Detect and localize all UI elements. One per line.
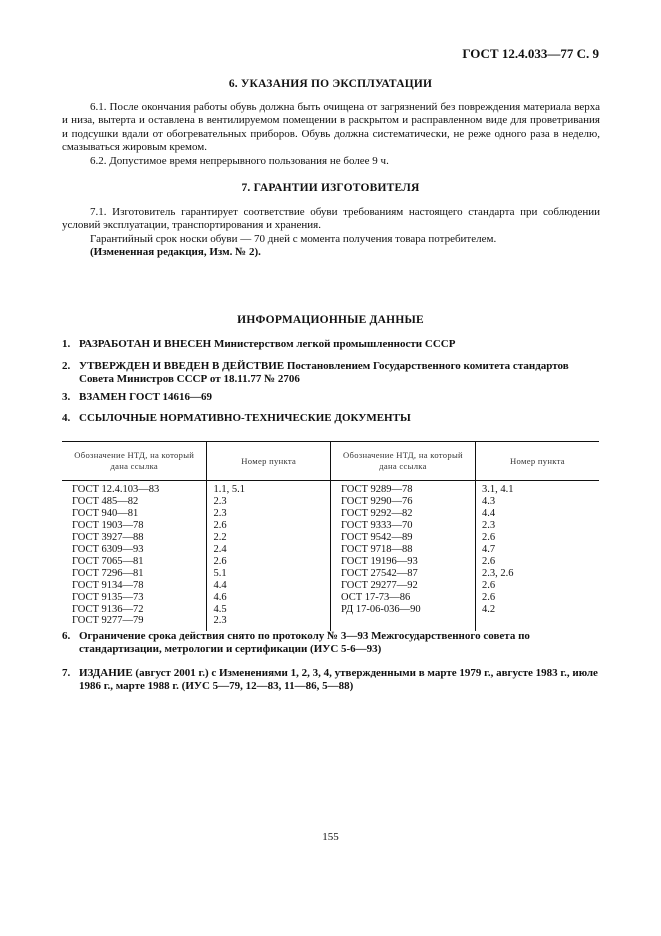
table-cell-codes-right — [330, 481, 475, 632]
paragraph-6-2: 6.2. Допустимое время непрерывного пользования не более 9 ч. — [90, 154, 389, 167]
info-title: ИНФОРМАЦИОННЫЕ ДАННЫЕ — [237, 314, 424, 326]
cell-text: 3.1, 4.1 4.3 4.4 2.3 2.6 4.7 2.6 2.3, 2.6 2.6 2.6 4.2 — [481, 484, 514, 615]
paragraph-6-1: 6.1. После окончания работы обувь должна быть очищена от загрязнений без повреждения материала верха и низа, вытерта и оставлена в вентилируемом помещении в раскрытом и расправленном виде для проветривания и подсушки вдали от обогревательных приборов. Обувь должна систематически, не реже одного раза в неделю, смазываться жировым кремом. — [62, 101, 600, 154]
info-item-7 — [62, 667, 602, 694]
section-6-title: 6. УКАЗАНИЯ ПО ЭКСПЛУАТАЦИИ — [228, 78, 433, 90]
info-item-text: ИЗДАНИЕ (август 2001 г.) с Изменениями 1, 2, 3, 4, утвержденными в марте 1979 г., августе 1983 г., июле 1986 г., марте 1988 г. (ИУС 5—79, 12—83, 11—86, 5—88) — [79, 667, 598, 693]
info-item-text: ССЫЛОЧНЫЕ НОРМАТИВНО-ТЕХНИЧЕСКИЕ ДОКУМЕНТЫ — [79, 412, 411, 424]
info-item-2 — [62, 360, 602, 387]
cell-text: ГОСТ 12.4.103—83 ГОСТ 485—82 ГОСТ 940—81 ГОСТ 1903—78 ГОСТ 3927—88 ГОСТ 6309—93 ГОСТ 7065—81 ГОСТ 7296—81 ГОСТ 9134—78 ГОСТ 9135—73 ГОСТ 9136—72 ГОСТ 9277—79 — [72, 484, 160, 627]
info-item-number: 6. — [62, 630, 71, 642]
info-item-number: 2. — [62, 360, 71, 372]
header-ntd-designation: Обозначение НТД, на который дана ссылка — [330, 442, 475, 481]
info-item-3 — [62, 391, 602, 404]
warranty-period: Гарантийный срок носки обуви — 70 дней с момента получения товара потребителем. — [90, 232, 497, 245]
section-7-title: 7. ГАРАНТИИ ИЗГОТОВИТЕЛЯ — [241, 182, 420, 194]
info-item-number: 4. — [62, 412, 71, 424]
info-item-text: РАЗРАБОТАН И ВНЕСЕН Министерством легкой промышленности СССР — [79, 338, 456, 350]
table-cell-clauses-left — [207, 481, 331, 632]
info-item-number: 1. — [62, 338, 71, 350]
header-clause-number: Номер пункта — [475, 442, 599, 481]
table-row — [62, 481, 599, 632]
page-header: ГОСТ 12.4.033—77 С. 9 — [462, 46, 599, 61]
table-cell-clauses-right — [475, 481, 599, 632]
info-item-1 — [62, 338, 602, 351]
section-6-body — [62, 101, 600, 168]
amendment-note: (Измененная редакция, Изм. № 2). — [90, 246, 261, 259]
header-ntd-designation: Обозначение НТД, на который дана ссылка — [62, 442, 207, 481]
cell-text: ГОСТ 9289—78 ГОСТ 9290—76 ГОСТ 9292—82 ГОСТ 9333—70 ГОСТ 9542—89 ГОСТ 9718—88 ГОСТ 19196—93 ГОСТ 27542—87 ГОСТ 29277—92 ОСТ 17-73—86 РД 17-06-036—90 — [340, 484, 421, 615]
page-number: 155 — [322, 831, 339, 843]
cell-text: 1.1, 5.1 2.3 2.3 2.6 2.2 2.4 2.6 5.1 4.4 4.6 4.5 2.3 — [213, 484, 245, 627]
info-item-text: ВЗАМЕН ГОСТ 14616—69 — [79, 391, 213, 403]
references-table — [62, 441, 599, 631]
header-clause-number: Номер пункта — [207, 442, 331, 481]
paragraph-7-1: 7.1. Изготовитель гарантирует соответствие обуви требованиям настоящего стандарта при соблюдении условий эксплуатации, транспортирования и хранения. — [62, 206, 600, 232]
info-item-text: Ограничение срока действия снято по протоколу № 3—93 Межгосударственного совета по стандартизации, метрологии и сертификации (ИУС 5-6—93) — [79, 630, 530, 656]
info-item-4 — [62, 412, 602, 425]
info-item-6 — [62, 630, 602, 657]
section-7-body — [62, 206, 600, 260]
info-item-number: 7. — [62, 667, 71, 679]
table-cell-codes-left — [62, 481, 207, 632]
table-header-row — [62, 442, 599, 481]
info-item-number: 3. — [62, 391, 71, 403]
info-item-text: УТВЕРЖДЕН И ВВЕДЕН В ДЕЙСТВИЕ Постановлением Государственного комитета стандартов Совета Министров СССР от 18.11.77 № 2706 — [79, 360, 569, 386]
